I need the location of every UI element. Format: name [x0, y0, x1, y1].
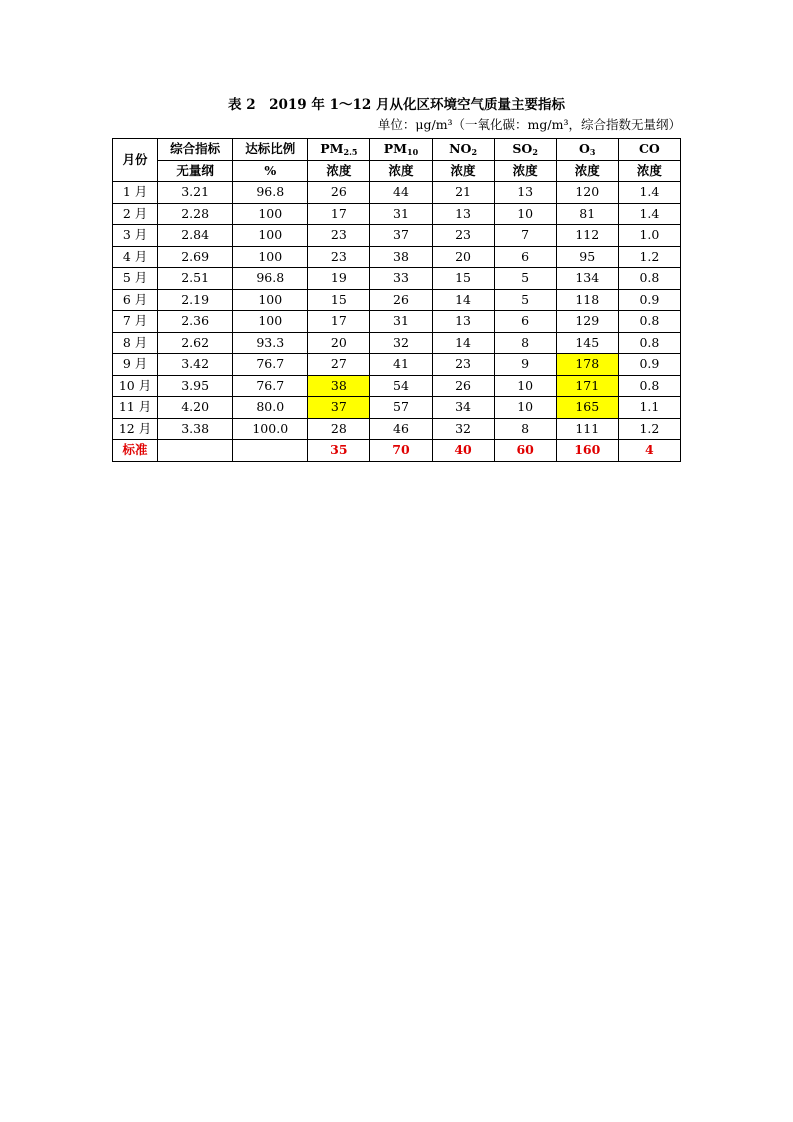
- cell-index: 3.21: [158, 182, 233, 204]
- cell-o3: 165: [556, 397, 618, 419]
- table-row: [113, 203, 681, 225]
- header-no2-sub: 2: [471, 147, 478, 158]
- cell-pm25: 28: [308, 418, 370, 440]
- table-row: [113, 246, 681, 268]
- cell-so2: 7: [494, 225, 556, 247]
- cell-pm25: 26: [308, 182, 370, 204]
- cell-pm10: 37: [370, 225, 432, 247]
- standard-label: 标准: [113, 440, 158, 462]
- cell-so2: 10: [494, 375, 556, 397]
- cell-month: 12 月: [113, 418, 158, 440]
- cell-co: 1.2: [618, 246, 680, 268]
- cell-index: 2.19: [158, 289, 233, 311]
- cell-o3: 178: [556, 354, 618, 376]
- cell-month: 10 月: [113, 375, 158, 397]
- cell-pm10: 41: [370, 354, 432, 376]
- cell-o3: 134: [556, 268, 618, 290]
- cell-co: 0.8: [618, 311, 680, 333]
- cell-index: 3.38: [158, 418, 233, 440]
- standard-co: 4: [618, 440, 680, 462]
- cell-index: 4.20: [158, 397, 233, 419]
- table-row: [113, 311, 681, 333]
- cell-pm25: 23: [308, 225, 370, 247]
- cell-index: 2.69: [158, 246, 233, 268]
- cell-co: 1.1: [618, 397, 680, 419]
- cell-no2: 21: [432, 182, 494, 204]
- standard-row: [113, 440, 681, 462]
- cell-no2: 13: [432, 311, 494, 333]
- cell-so2: 6: [494, 246, 556, 268]
- header-index: 综合指标: [158, 139, 233, 161]
- cell-pm10: 31: [370, 203, 432, 225]
- cell-so2: 5: [494, 268, 556, 290]
- table-row: [113, 268, 681, 290]
- table-row: [113, 354, 681, 376]
- cell-no2: 14: [432, 289, 494, 311]
- cell-pm10: 57: [370, 397, 432, 419]
- cell-co: 1.4: [618, 182, 680, 204]
- header-so2-base: SO: [512, 141, 533, 157]
- cell-o3: 118: [556, 289, 618, 311]
- header-conc: 浓度: [432, 160, 494, 182]
- cell-so2: 6: [494, 311, 556, 333]
- cell-co: 0.8: [618, 375, 680, 397]
- cell-so2: 8: [494, 332, 556, 354]
- cell-no2: 20: [432, 246, 494, 268]
- cell-o3: 112: [556, 225, 618, 247]
- header-conc: 浓度: [308, 160, 370, 182]
- cell-no2: 15: [432, 268, 494, 290]
- cell-co: 1.0: [618, 225, 680, 247]
- table-row: [113, 375, 681, 397]
- cell-no2: 13: [432, 203, 494, 225]
- table-row: [113, 332, 681, 354]
- table-body: [113, 182, 681, 462]
- unit-note: 单位：μg/m³（一氧化碳：mg/m³，综合指数无量纲）: [377, 117, 681, 132]
- standard-rate: [233, 440, 308, 462]
- cell-rate: 93.3: [233, 332, 308, 354]
- header-row-2: [113, 160, 681, 182]
- cell-rate: 76.7: [233, 354, 308, 376]
- table-row: [113, 182, 681, 204]
- header-conc: 浓度: [494, 160, 556, 182]
- cell-index: 2.28: [158, 203, 233, 225]
- cell-no2: 23: [432, 354, 494, 376]
- standard-no2: 40: [432, 440, 494, 462]
- cell-no2: 23: [432, 225, 494, 247]
- cell-pm10: 54: [370, 375, 432, 397]
- cell-pm10: 46: [370, 418, 432, 440]
- cell-month: 3 月: [113, 225, 158, 247]
- cell-pm25: 19: [308, 268, 370, 290]
- cell-index: 2.62: [158, 332, 233, 354]
- cell-no2: 14: [432, 332, 494, 354]
- cell-co: 0.9: [618, 354, 680, 376]
- cell-so2: 8: [494, 418, 556, 440]
- cell-pm25: 17: [308, 311, 370, 333]
- cell-so2: 5: [494, 289, 556, 311]
- cell-o3: 81: [556, 203, 618, 225]
- cell-pm25: 37: [308, 397, 370, 419]
- header-pm25-base: PM: [320, 141, 344, 157]
- table-row: [113, 289, 681, 311]
- cell-month: 1 月: [113, 182, 158, 204]
- header-index-unit: 无量纲: [158, 160, 233, 182]
- cell-pm25: 23: [308, 246, 370, 268]
- cell-no2: 26: [432, 375, 494, 397]
- cell-o3: 111: [556, 418, 618, 440]
- cell-pm10: 32: [370, 332, 432, 354]
- cell-o3: 120: [556, 182, 618, 204]
- cell-month: 9 月: [113, 354, 158, 376]
- header-conc: 浓度: [556, 160, 618, 182]
- cell-pm10: 33: [370, 268, 432, 290]
- cell-pm10: 44: [370, 182, 432, 204]
- header-rate: 达标比例: [233, 139, 308, 161]
- cell-so2: 10: [494, 203, 556, 225]
- cell-rate: 100: [233, 225, 308, 247]
- header-conc: 浓度: [618, 160, 680, 182]
- cell-co: 1.4: [618, 203, 680, 225]
- cell-pm25: 17: [308, 203, 370, 225]
- cell-co: 0.8: [618, 332, 680, 354]
- cell-co: 0.8: [618, 268, 680, 290]
- table-row: [113, 418, 681, 440]
- cell-pm10: 38: [370, 246, 432, 268]
- header-conc: 浓度: [370, 160, 432, 182]
- cell-co: 0.9: [618, 289, 680, 311]
- cell-rate: 80.0: [233, 397, 308, 419]
- header-month: 月份: [113, 139, 158, 182]
- cell-pm10: 31: [370, 311, 432, 333]
- cell-month: 7 月: [113, 311, 158, 333]
- header-pm10-sub: 10: [407, 147, 419, 158]
- header-co: CO: [618, 139, 680, 161]
- cell-pm25: 15: [308, 289, 370, 311]
- cell-rate: 100: [233, 311, 308, 333]
- header-so2-sub: 2: [532, 147, 538, 158]
- cell-pm25: 38: [308, 375, 370, 397]
- header-pm25: [308, 139, 370, 161]
- cell-pm10: 26: [370, 289, 432, 311]
- cell-no2: 34: [432, 397, 494, 419]
- cell-month: 6 月: [113, 289, 158, 311]
- cell-o3: 95: [556, 246, 618, 268]
- cell-rate: 96.8: [233, 268, 308, 290]
- header-so2: [494, 139, 556, 161]
- table-row: [113, 397, 681, 419]
- cell-rate: 100: [233, 246, 308, 268]
- table-row: [113, 225, 681, 247]
- header-o3-sub: 3: [589, 147, 596, 158]
- standard-so2: 60: [494, 440, 556, 462]
- header-pm25-sub: 2.5: [343, 147, 358, 158]
- cell-month: 2 月: [113, 203, 158, 225]
- cell-so2: 13: [494, 182, 556, 204]
- cell-index: 2.36: [158, 311, 233, 333]
- cell-so2: 10: [494, 397, 556, 419]
- cell-rate: 100.0: [233, 418, 308, 440]
- cell-o3: 171: [556, 375, 618, 397]
- cell-o3: 145: [556, 332, 618, 354]
- cell-rate: 100: [233, 203, 308, 225]
- header-pm10: [370, 139, 432, 161]
- header-rate-unit: %: [233, 160, 308, 182]
- cell-rate: 96.8: [233, 182, 308, 204]
- cell-month: 4 月: [113, 246, 158, 268]
- cell-rate: 76.7: [233, 375, 308, 397]
- header-pm10-base: PM: [383, 141, 408, 157]
- standard-pm25: 35: [308, 440, 370, 462]
- air-quality-table: [112, 138, 681, 462]
- cell-o3: 129: [556, 311, 618, 333]
- cell-month: 8 月: [113, 332, 158, 354]
- header-no2: [432, 139, 494, 161]
- cell-rate: 100: [233, 289, 308, 311]
- cell-index: 2.51: [158, 268, 233, 290]
- cell-index: 3.95: [158, 375, 233, 397]
- header-o3-base: O: [579, 141, 590, 157]
- cell-month: 5 月: [113, 268, 158, 290]
- cell-pm25: 27: [308, 354, 370, 376]
- cell-co: 1.2: [618, 418, 680, 440]
- header-row-1: [113, 139, 681, 161]
- header-no2-base: NO: [449, 141, 472, 157]
- cell-index: 2.84: [158, 225, 233, 247]
- cell-so2: 9: [494, 354, 556, 376]
- cell-no2: 32: [432, 418, 494, 440]
- cell-pm25: 20: [308, 332, 370, 354]
- cell-month: 11 月: [113, 397, 158, 419]
- cell-index: 3.42: [158, 354, 233, 376]
- standard-index: [158, 440, 233, 462]
- standard-pm10: 70: [370, 440, 432, 462]
- header-o3: [556, 139, 618, 161]
- standard-o3: 160: [556, 440, 618, 462]
- table-title: 表 2 2019 年 1～12 月从化区环境空气质量主要指标: [228, 97, 565, 113]
